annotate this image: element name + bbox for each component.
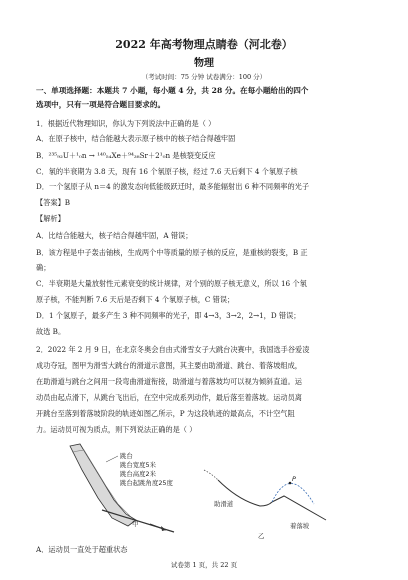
q1-option-b: B．²³⁵₉₂U＋¹₀n → ¹⁴⁰₅₄Xe＋⁹⁴₃₈Sr＋2¹₀n 是核裂变反应 — [36, 151, 216, 160]
q2-stem-line-5: 开跳台至落到着落坡阶段的轨迹如图乙所示，P 为这段轨迹的最高点，不计空气阻 — [36, 409, 295, 418]
figure-ski-jump-track — [62, 440, 194, 538]
q1-conclusion: 故选 B。 — [36, 327, 66, 336]
label-leader — [106, 456, 118, 462]
q2-stem-line-2: 成功夺冠，图甲为滑雪大跳台的滑道示意图，其主要由助滑道、跳台、着落坡组成， — [36, 361, 302, 370]
label-height: 跳台高度2米 — [120, 470, 157, 478]
q1-analysis-d: D．1 个氢原子，最多产生 3 种不同频率的光子，即 4→3，3→2，2→1，D 错误； — [36, 311, 301, 320]
label-angle: 跳台起跳角度25度 — [120, 479, 173, 487]
q2-option-a: A．运动员一直处于超重状态 — [36, 545, 128, 554]
start-dots — [204, 470, 218, 480]
label-runway: 助滑道 — [214, 500, 234, 508]
label-landing-slope: 着落坡 — [290, 522, 310, 530]
section-heading-line-1: 一、单项选择题：本题共 7 小题，每小题 4 分，共 28 分。在每小题给出的四个 — [36, 86, 309, 95]
section-heading-line-2: 选项中，只有一项是符合题目要求的。 — [36, 100, 166, 109]
page-footer: 试卷第 1 页，共 22 页 — [170, 561, 238, 569]
q1-analysis-c: C．半衰期是大量放射性元素衰变的统计规律，对个别的原子核无意义，所以 16 个氡 — [36, 279, 307, 288]
label-width: 跳台宽度5米 — [120, 461, 157, 469]
q2-stem-line-6: 力。运动员可视为质点，则下列说法正确的是（ ） — [36, 425, 197, 434]
landing-slope-line — [272, 496, 326, 520]
q1-option-c: C．氡的半衰期为 3.8 天，现有 16 个氡原子核，经过 7.6 天后剩下 4 个氡原子核 — [36, 167, 298, 176]
exam-meta: （考试时间：75 分钟 试卷满分：100 分） — [141, 73, 267, 81]
figure-caption-yi: 乙 — [258, 532, 265, 540]
q1-analysis-label: 【解析】 — [36, 214, 65, 223]
q2-stem-line-1: 2．2022 年 2 月 9 日，在北京冬奥会自由式滑雪女子大跳台决赛中，我国选手谷爱凌 — [36, 345, 310, 354]
figure-trajectory — [198, 456, 338, 542]
label-p: P — [292, 475, 296, 483]
q1-option-a: A．在原子核中，结合能越大表示原子核中的核子结合得越牢固 — [36, 134, 236, 143]
q2-stem-line-4: 动员由起点滑下，从跳台飞出后，在空中完成系列动作，最后落至着落坡。运动员离 — [36, 393, 302, 402]
q1-analysis-c-cont: 原子核，不能判断 7.6 天后是否剩下 4 个氡原子核，C 错误； — [36, 295, 235, 304]
figure-caption-jia: 甲 — [132, 520, 139, 528]
q2-stem-line-3: 在助滑道与跳台之间用一段弯曲滑道衔接，助滑道与着落坡均可以视为倾斜直道。运 — [36, 377, 302, 386]
q1-option-d: D．一个氢原子从 n＝4 的激发态向低能级跃迁时，最多能辐射出 6 种不同频率的光子 — [36, 182, 310, 191]
point-p — [289, 482, 292, 485]
q1-analysis-b-cont: 确； — [36, 263, 51, 272]
q1-answer: 【答案】B — [36, 198, 71, 207]
page-title: 2022 年高考物理点睛卷（河北卷） — [115, 38, 293, 51]
subject-title: 物理 — [194, 58, 214, 69]
label-jump-platform: 跳台 — [120, 452, 133, 460]
q1-analysis-b: B．该方程是中子轰击铀核，生成两个中等质量的原子核的反应，是重核的裂变，B 正 — [36, 248, 308, 257]
q1-stem: 1．根据近代物理知识，你认为下列说法中正确的是（ ） — [36, 119, 216, 128]
q1-analysis-a: A．比结合能越大，核子结合得越牢固，A 错误； — [36, 231, 193, 240]
